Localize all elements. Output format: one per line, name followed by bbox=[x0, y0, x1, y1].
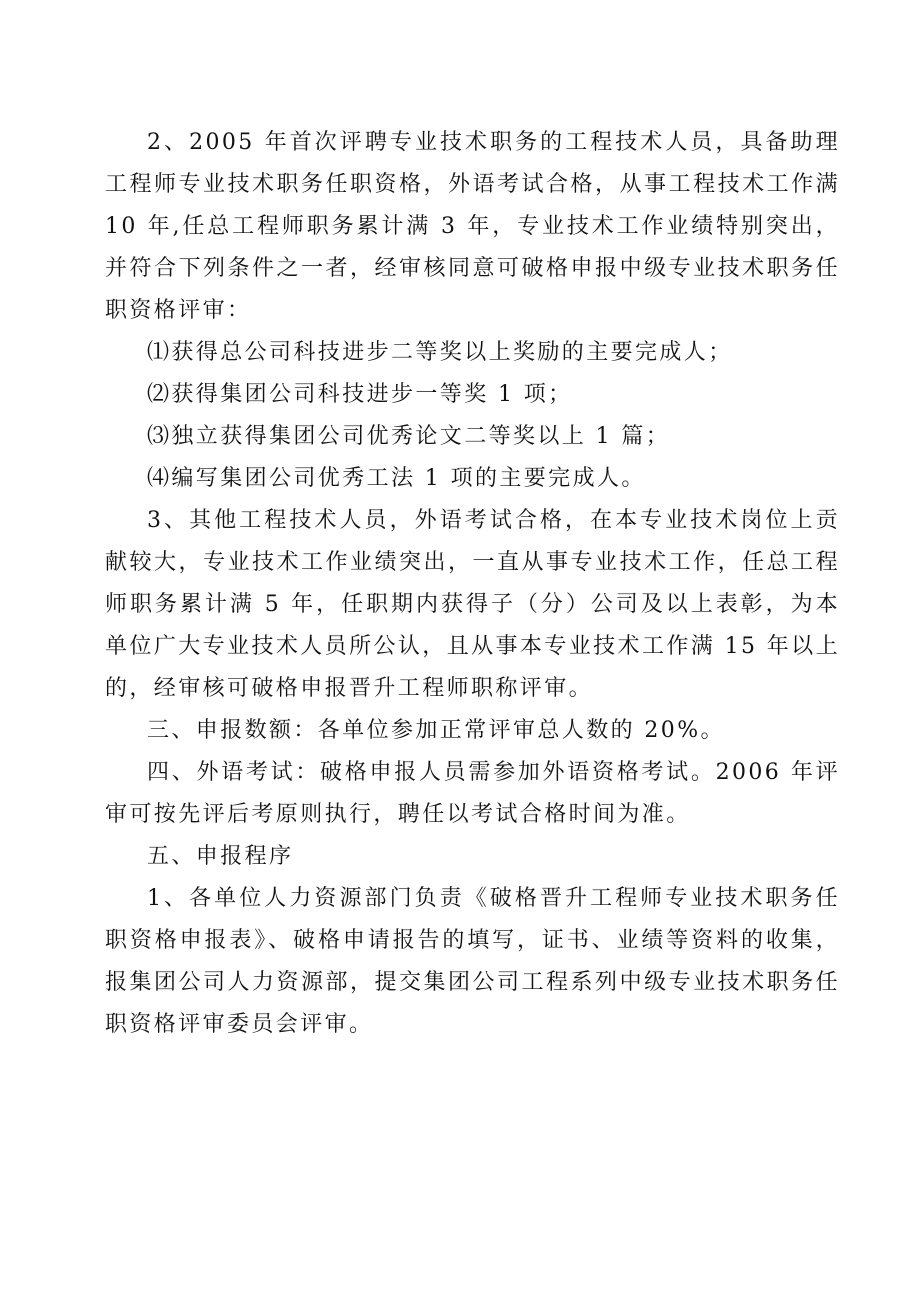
paragraph-condition-2: 2、2005 年首次评聘专业技术职务的工程技术人员，具备助理工程师专业技术职务任职资格，外语考试合格，从事工程技术工作满 10 年,任总工程师职务累计满 3 年，专业技术工作业绩特别突出，并符合下列条件之一者，经审核同意可破格申报中级专业技术职务任职资格评审： bbox=[105, 130, 840, 323]
list-item-1: ⑴获得总公司科技进步二等奖以上奖励的主要完成人； bbox=[147, 340, 733, 365]
list-item-4: ⑷编写集团公司优秀工法 1 项的主要完成人。 bbox=[147, 466, 646, 491]
paragraph-condition-3: 3、其他工程技术人员，外语考试合格，在本专业技术岗位上贡献较大，专业技术工作业绩突出，一直从事专业技术工作，任总工程师职务累计满 5 年，任职期内获得子（分）公司及以上表彰，为本单位广大专业技术人员所公认，且从事本专业技术工作满 15 年以上的，经审核可破格申报晋升工程师职称评审。 bbox=[105, 508, 840, 701]
list-item-3: ⑶独立获得集团公司优秀论文二等奖以上 1 篇； bbox=[147, 424, 671, 449]
section-foreign-language-exam: 四、外语考试：破格申报人员需参加外语资格考试。2006 年评审可按先评后考原则执行，聘任以考试合格时间为准。 bbox=[105, 760, 840, 827]
list-item-2: ⑵获得集团公司科技进步一等奖 1 项； bbox=[147, 382, 573, 407]
paragraph-procedure-1: 1、各单位人力资源部门负责《破格晋升工程师专业技术职务任职资格申报表》、破格申请报告的填写，证书、业绩等资料的收集，报集团公司人力资源部，提交集团公司工程系列中级专业技术职务任职资格评审委员会评审。 bbox=[105, 886, 840, 1037]
section-quota: 三、申报数额：各单位参加正常评审总人数的 20%。 bbox=[147, 718, 725, 743]
section-procedure-heading: 五、申报程序 bbox=[147, 844, 294, 869]
